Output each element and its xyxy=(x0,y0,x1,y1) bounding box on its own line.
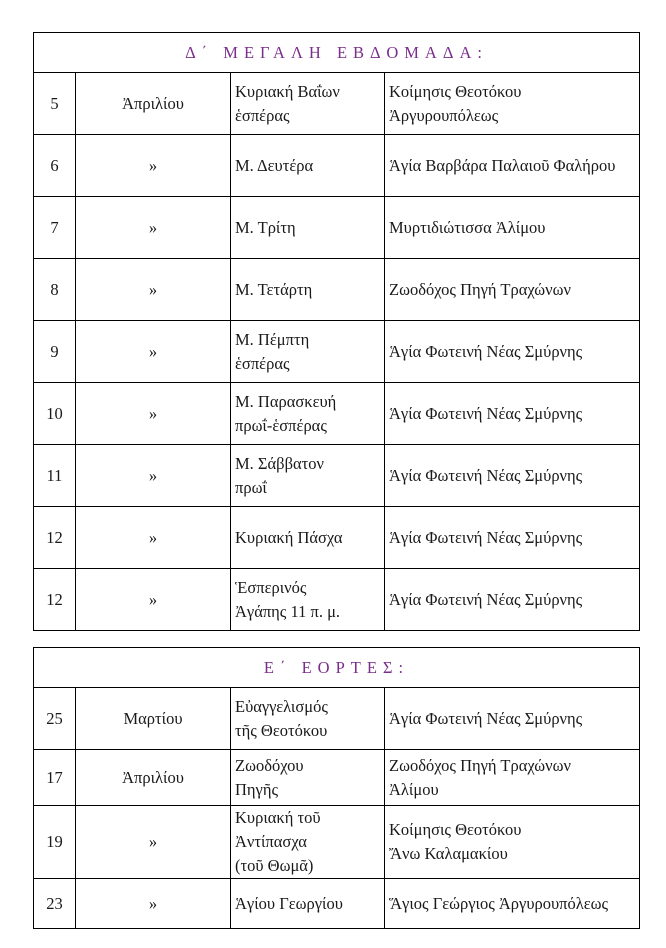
event-line: Κυριακή Πάσχα xyxy=(235,527,343,547)
event-line: Μ. Παρασκευή xyxy=(235,391,337,411)
event-line: Εὐαγγελισμός xyxy=(235,696,328,716)
church-cell xyxy=(385,569,640,631)
event-cell xyxy=(231,879,385,929)
church-line: Ἁγία Βαρβάρα Παλαιοῦ Φαλήρου xyxy=(389,155,616,175)
event-line: Ἀγάπης 11 π. μ. xyxy=(235,601,341,621)
table-row xyxy=(34,879,640,929)
church-line: Κοίμησις Θεοτόκου xyxy=(389,81,522,101)
table-feasts xyxy=(33,647,640,929)
event-cell xyxy=(231,259,385,321)
month-cell: » xyxy=(76,507,231,569)
event-cell xyxy=(231,569,385,631)
event-cell xyxy=(231,135,385,197)
event-line: Ἀντίπασχα xyxy=(235,832,307,851)
day-cell: 23 xyxy=(34,879,76,929)
month-cell: » xyxy=(76,445,231,507)
church-line: Ἅγιος Γεώργιος Ἀργυρουπόλεως xyxy=(389,893,609,913)
event-line: Ἁγίου Γεωργίου xyxy=(235,893,343,913)
day-cell: 9 xyxy=(34,321,76,383)
day-cell: 12 xyxy=(34,569,76,631)
event-cell xyxy=(231,688,385,750)
day-cell: 25 xyxy=(34,688,76,750)
day-cell: 17 xyxy=(34,750,76,806)
event-line: πρωΐ-ἑσπέρας xyxy=(235,415,327,435)
church-line: Ἁγία Φωτεινή Νέας Σμύρνης xyxy=(389,708,583,728)
event-line: Μ. Δευτέρα xyxy=(235,155,314,175)
month-cell: » xyxy=(76,806,231,879)
event-line: ἑσπέρας xyxy=(235,353,290,373)
church-line: Ζωοδόχος Πηγή Τραχώνων xyxy=(389,755,571,775)
table-row xyxy=(34,569,640,631)
event-cell xyxy=(231,197,385,259)
event-line: Μ. Σάββατον xyxy=(235,453,324,473)
table-row xyxy=(34,197,640,259)
month-cell: Μαρτίου xyxy=(76,688,231,750)
event-cell xyxy=(231,507,385,569)
church-cell xyxy=(385,135,640,197)
month-cell: » xyxy=(76,569,231,631)
event-line: Πηγῆς xyxy=(235,779,278,799)
church-cell xyxy=(385,688,640,750)
event-line: Κυριακή Βαΐων xyxy=(235,81,340,101)
event-cell xyxy=(231,321,385,383)
day-cell: 12 xyxy=(34,507,76,569)
church-line: Ἁγία Φωτεινή Νέας Σμύρνης xyxy=(389,527,583,547)
church-cell xyxy=(385,321,640,383)
event-line: Μ. Τετάρτη xyxy=(235,279,313,299)
church-line: Ζωοδόχος Πηγή Τραχώνων xyxy=(389,279,571,299)
month-cell: » xyxy=(76,383,231,445)
day-cell: 19 xyxy=(34,806,76,879)
event-cell xyxy=(231,445,385,507)
table-row xyxy=(34,445,640,507)
church-cell xyxy=(385,750,640,806)
event-cell xyxy=(231,73,385,135)
section-title: Ε΄ ΕΟΡΤΕΣ: xyxy=(34,648,640,688)
church-line: Ἁγία Φωτεινή Νέας Σμύρνης xyxy=(389,589,583,609)
church-line: Ἀλίμου xyxy=(389,779,439,799)
event-cell xyxy=(231,750,385,806)
church-cell xyxy=(385,197,640,259)
month-cell: » xyxy=(76,879,231,929)
church-cell xyxy=(385,806,640,879)
event-line: Κυριακή τοῦ xyxy=(235,808,321,827)
day-cell: 5 xyxy=(34,73,76,135)
table-row xyxy=(34,806,640,879)
event-cell xyxy=(231,806,385,879)
table-row xyxy=(34,73,640,135)
church-line: Ἁγία Φωτεινή Νέας Σμύρνης xyxy=(389,403,583,423)
church-cell xyxy=(385,73,640,135)
event-line: πρωΐ xyxy=(235,477,267,497)
church-line: Μυρτιδιώτισσα Ἀλίμου xyxy=(389,217,546,237)
day-cell: 8 xyxy=(34,259,76,321)
church-line: Ἁγία Φωτεινή Νέας Σμύρνης xyxy=(389,341,583,361)
month-cell: Ἀπριλίου xyxy=(76,73,231,135)
section-title-row xyxy=(34,33,640,73)
event-line: ἑσπέρας xyxy=(235,105,290,125)
day-cell: 11 xyxy=(34,445,76,507)
event-line: Μ. Πέμπτη xyxy=(235,329,310,349)
church-cell xyxy=(385,507,640,569)
event-line: Μ. Τρίτη xyxy=(235,217,296,237)
event-line: Ἑσπερινός xyxy=(235,577,307,597)
table-holy-week xyxy=(33,32,640,631)
section-title-row xyxy=(34,648,640,688)
table-row xyxy=(34,688,640,750)
day-cell: 6 xyxy=(34,135,76,197)
table-row xyxy=(34,383,640,445)
month-cell: » xyxy=(76,259,231,321)
month-cell: » xyxy=(76,321,231,383)
section-title: Δ΄ ΜΕΓΑΛΗ ΕΒΔΟΜΑΔΑ: xyxy=(34,33,640,73)
table-row xyxy=(34,750,640,806)
event-cell xyxy=(231,383,385,445)
day-cell: 7 xyxy=(34,197,76,259)
table-row xyxy=(34,507,640,569)
church-cell xyxy=(385,879,640,929)
table-row xyxy=(34,321,640,383)
table-row xyxy=(34,259,640,321)
event-line: (τοῦ Θωμᾶ) xyxy=(235,856,314,875)
church-line: Κοίμησις Θεοτόκου xyxy=(389,820,522,839)
church-line: Ἀργυρουπόλεως xyxy=(389,105,499,125)
event-line: τῆς Θεοτόκου xyxy=(235,720,328,740)
month-cell: » xyxy=(76,135,231,197)
church-cell xyxy=(385,445,640,507)
event-line: Ζωοδόχου xyxy=(235,755,304,775)
day-cell: 10 xyxy=(34,383,76,445)
church-cell xyxy=(385,259,640,321)
church-line: Ἄνω Καλαμακίου xyxy=(389,844,508,863)
table-row xyxy=(34,135,640,197)
month-cell: Ἀπριλίου xyxy=(76,750,231,806)
month-cell: » xyxy=(76,197,231,259)
church-line: Ἁγία Φωτεινή Νέας Σμύρνης xyxy=(389,465,583,485)
church-cell xyxy=(385,383,640,445)
